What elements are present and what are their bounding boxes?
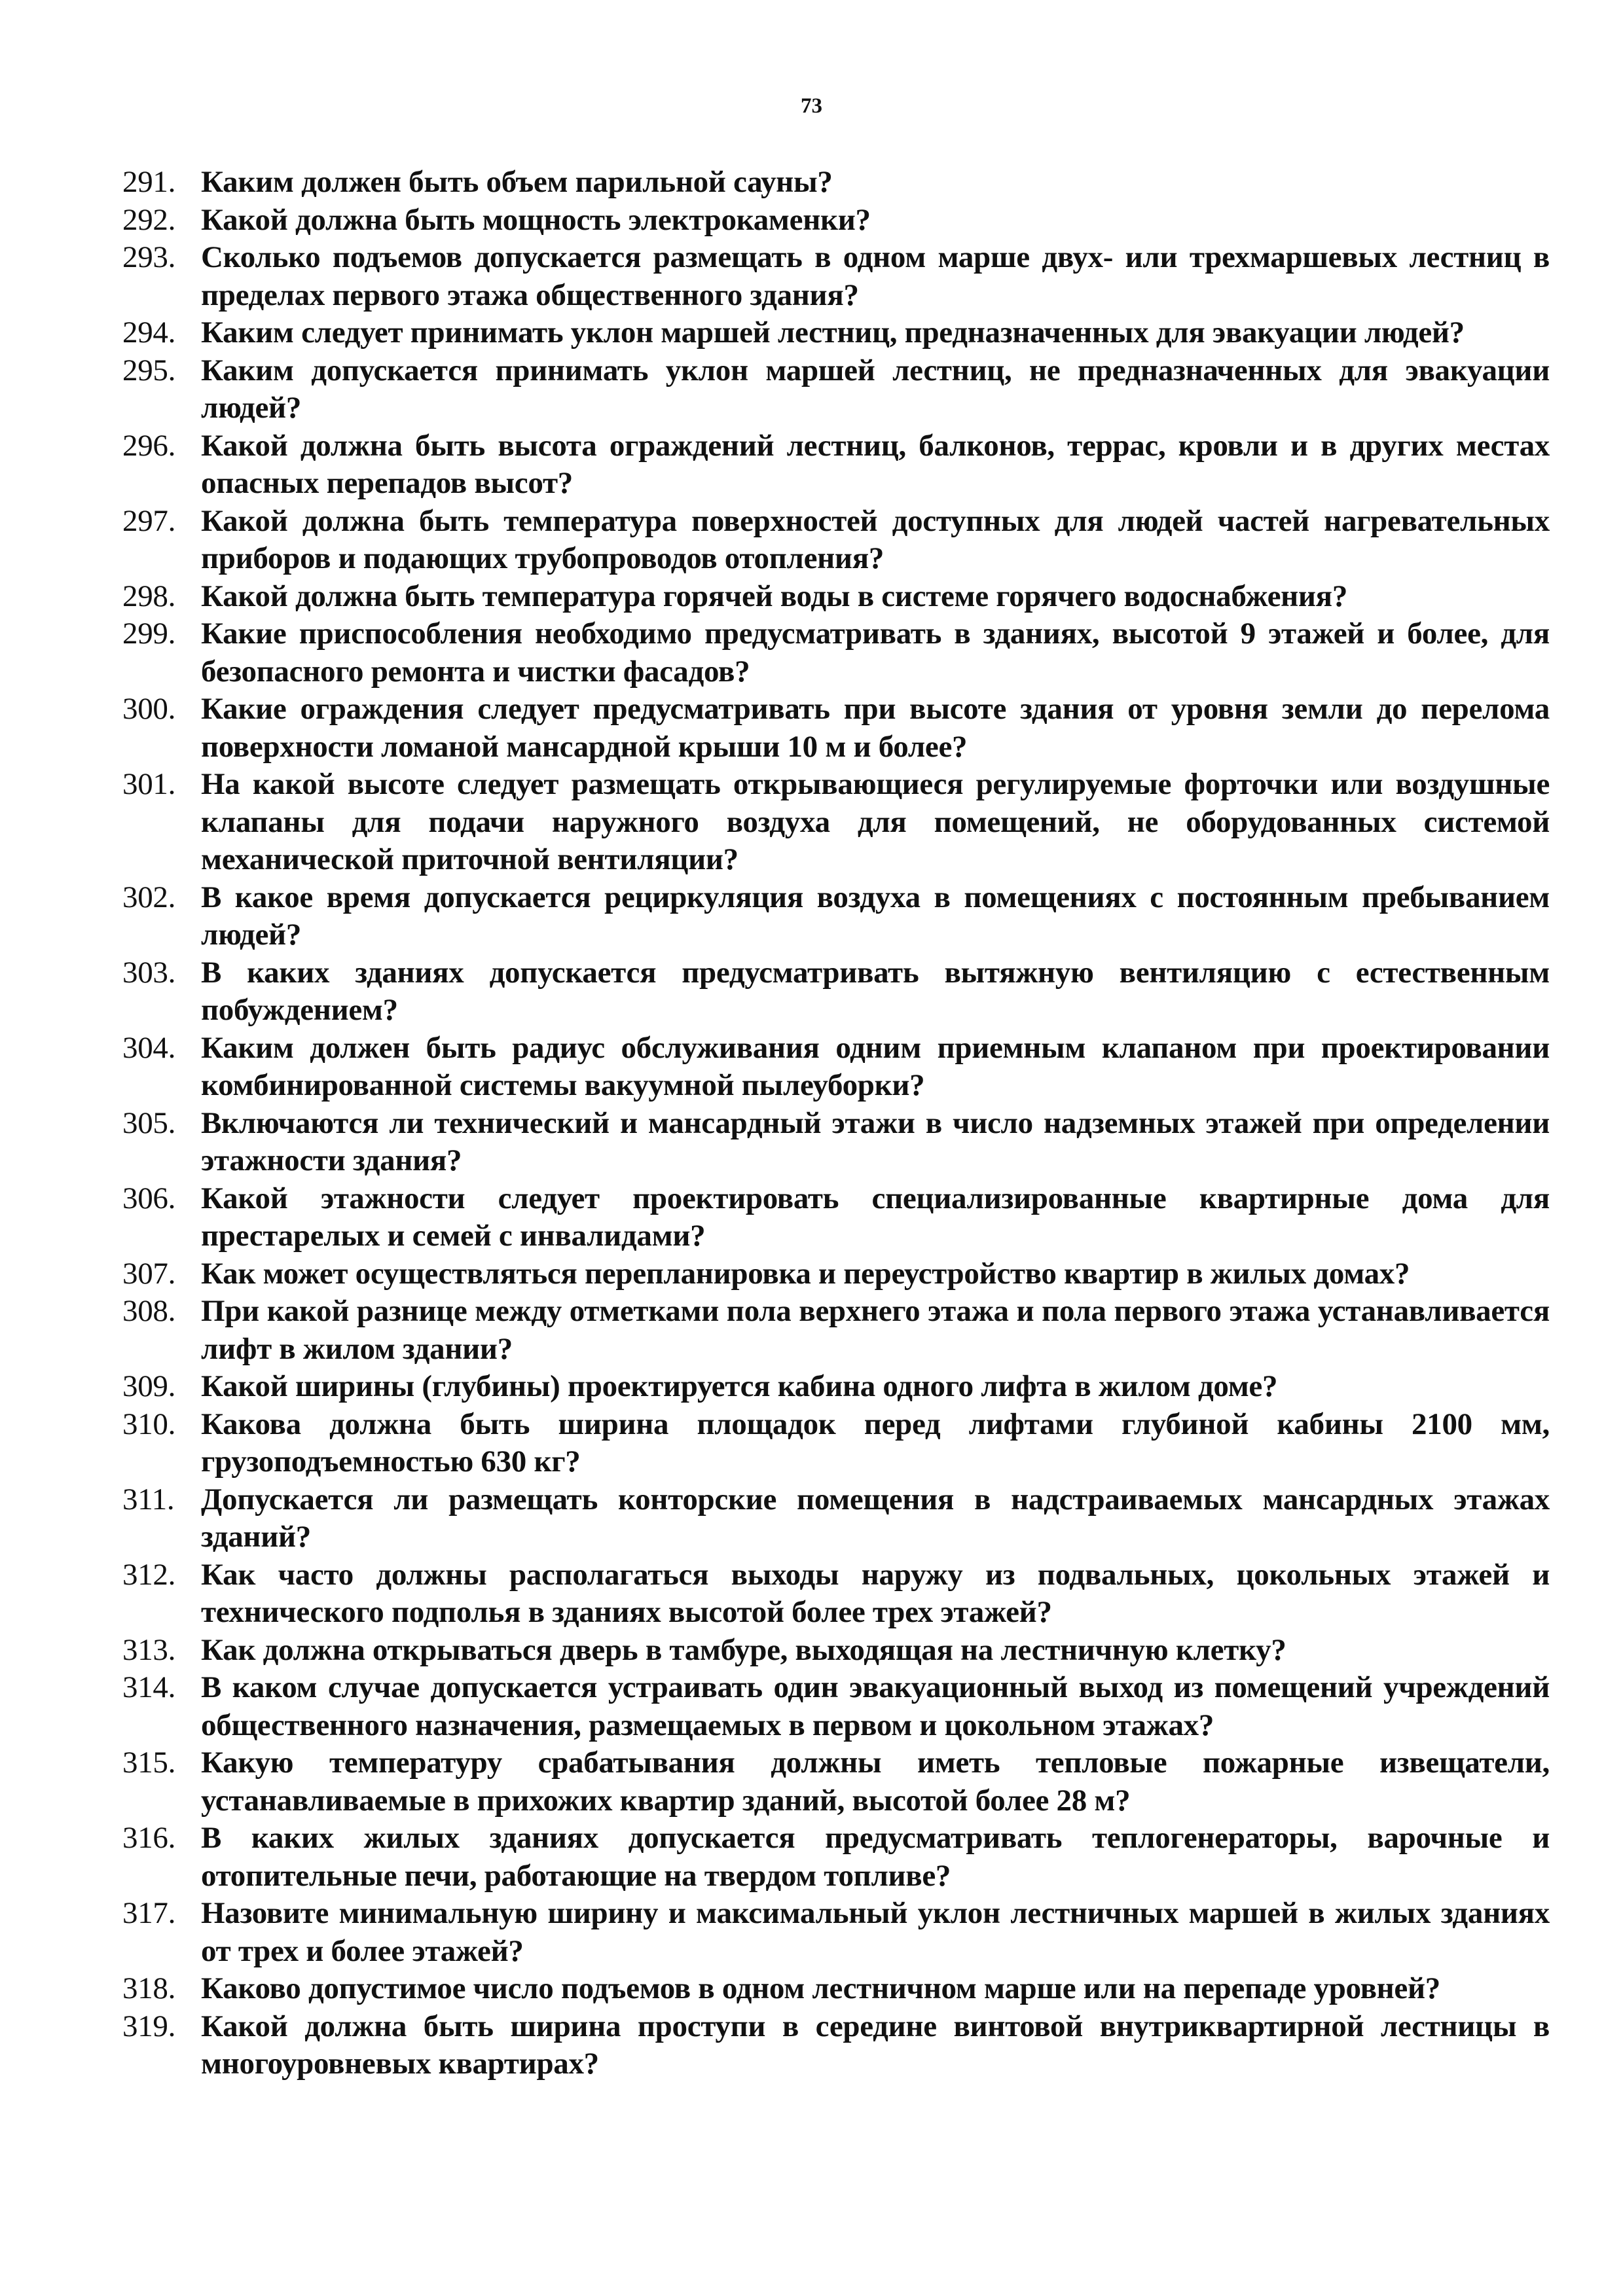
question-number: 309. [122,1369,176,1403]
question-item [122,1970,1550,2008]
question-item [122,615,1550,691]
question-text: Допускается ли размещать конторские помещения в надстраиваемых мансардных этажах зданий? [201,1482,1550,1554]
question-text: В каких зданиях допускается предусматривать вытяжную вентиляцию с естественным побуждением? [201,955,1550,1027]
question-item [122,1030,1550,1105]
question-number: 300. [122,692,176,726]
question-text: Какой этажности следует проектировать специализированные квартирные дома для престарелых и семей с инвалидами? [201,1181,1550,1253]
question-item [122,314,1550,352]
question-number: 306. [122,1181,176,1215]
question-text: Каким должен быть радиус обслуживания одним приемным клапаном при проектировании комбинированной системы вакуумной пылеуборки? [201,1030,1550,1102]
question-number: 295. [122,353,176,387]
question-text: Каким допускается принимать уклон маршей лестниц, не предназначенных для эвакуации людей? [201,353,1550,425]
question-text: Как может осуществляться перепланировка и переустройство квартир в жилых домах? [201,1256,1410,1291]
question-number: 294. [122,315,176,350]
question-text: Какой должна быть высота ограждений лестниц, балконов, террас, кровли и в других местах опасных перепадов высот? [201,428,1550,500]
question-item [122,1406,1550,1481]
question-number: 317. [122,1896,176,1930]
question-item [122,1481,1550,1556]
question-number: 314. [122,1670,176,1704]
question-item [122,954,1550,1030]
question-text: Какой ширины (глубины) проектируется кабина одного лифта в жилом доме? [201,1369,1278,1403]
question-number: 292. [122,202,176,237]
question-text: Какой должна быть ширина проступи в середине винтовой внутриквартирной лестницы в многоуровневых квартирах? [201,2009,1550,2081]
question-number: 312. [122,1557,176,1592]
question-item [122,1669,1550,1744]
question-text: Какой должна быть температура горячей воды в системе горячего водоснабжения? [201,579,1348,613]
question-number: 298. [122,579,176,613]
question-number: 303. [122,955,176,990]
question-item [122,1820,1550,1895]
question-item [122,202,1550,240]
question-text: Включаются ли технический и мансардный этажи в число надземных этажей при определении этажности здания? [201,1105,1550,1177]
question-text: Какой должна быть мощность электрокаменки? [201,202,871,237]
question-text: Назовите минимальную ширину и максимальный уклон лестничных маршей в жилых зданиях от трех и более этажей? [201,1896,1550,1968]
question-text: В какое время допускается рециркуляция воздуха в помещениях с постоянным пребыванием людей? [201,880,1550,952]
question-item [122,2008,1550,2083]
question-item [122,1105,1550,1180]
question-text: Какую температуру срабатывания должны иметь тепловые пожарные извещатели, устанавливаемые в прихожих квартир зданий, высотой более 28 м? [201,1746,1550,1818]
question-text: В каком случае допускается устраивать один эвакуационный выход из помещений учреждений общественного назначения, размещаемых в первом и цокольном этажах? [201,1670,1550,1742]
question-number: 315. [122,1746,176,1780]
question-number: 313. [122,1632,176,1667]
question-number: 304. [122,1030,176,1065]
question-item [122,578,1550,616]
question-item [122,1293,1550,1368]
question-number: 319. [122,2009,176,2043]
question-item [122,239,1550,314]
question-number: 301. [122,767,176,801]
question-number: 307. [122,1256,176,1291]
question-item [122,766,1550,879]
question-number: 297. [122,503,176,538]
page-number: 73 [801,94,822,118]
question-item [122,1556,1550,1632]
question-item [122,691,1550,766]
question-text: Какой должна быть температура поверхностей доступных для людей частей нагревательных приборов и подающих трубопроводов отопления? [201,503,1550,575]
question-text: Какие ограждения следует предусматривать при высоте здания от уровня земли до перелома поверхности ломаной мансардной крыши 10 м и более? [201,692,1550,764]
question-item [122,427,1550,503]
question-number: 296. [122,428,176,463]
question-number: 311. [122,1482,175,1516]
question-text: Как должна открываться дверь в тамбуре, выходящая на лестничную клетку? [201,1632,1286,1667]
question-text: Каким следует принимать уклон маршей лестниц, предназначенных для эвакуации людей? [201,315,1465,350]
question-item [122,1895,1550,1970]
question-text: Как часто должны располагаться выходы наружу из подвальных, цокольных этажей и технического подполья в зданиях высотой более трех этажей? [201,1557,1550,1629]
question-item [122,164,1550,202]
question-text: В каких жилых зданиях допускается предусматривать теплогенераторы, варочные и отопительные печи, работающие на твердом топливе? [201,1821,1550,1893]
question-number: 299. [122,617,176,651]
question-text: При какой разнице между отметками пола верхнего этажа и пола первого этажа устанавливается лифт в жилом здании? [201,1294,1550,1366]
question-text: Какова должна быть ширина площадок перед лифтами глубиной кабины 2100 мм, грузоподъемностью 630 кг? [201,1407,1550,1479]
question-item [122,352,1550,427]
question-item [122,1744,1550,1820]
question-text: На какой высоте следует размещать открывающиеся регулируемые форточки или воздушные клапаны для подачи наружного воздуха для помещений, не оборудованных системой механической приточной вентиляции? [201,767,1550,876]
question-number: 308. [122,1294,176,1328]
question-text: Сколько подъемов допускается размещать в одном марше двух- или трехмаршевых лестниц в пределах первого этажа общественного здания? [201,240,1550,312]
question-text: Каким должен быть объем парильной сауны? [201,165,833,199]
question-number: 318. [122,1971,176,2005]
question-text: Какие приспособления необходимо предусматривать в зданиях, высотой 9 этажей и более, для безопасного ремонта и чистки фасадов? [201,617,1550,689]
question-number: 310. [122,1407,176,1441]
question-number: 291. [122,165,176,199]
question-item [122,1632,1550,1670]
question-list [122,164,1550,2083]
question-item [122,503,1550,578]
question-number: 293. [122,240,176,274]
question-item [122,1180,1550,1255]
question-number: 316. [122,1821,176,1855]
question-text: Каково допустимое число подъемов в одном лестничном марше или на перепаде уровней? [201,1971,1440,2005]
question-item [122,1255,1550,1293]
question-item [122,1368,1550,1406]
question-number: 302. [122,880,176,914]
question-item [122,879,1550,954]
question-number: 305. [122,1105,176,1140]
